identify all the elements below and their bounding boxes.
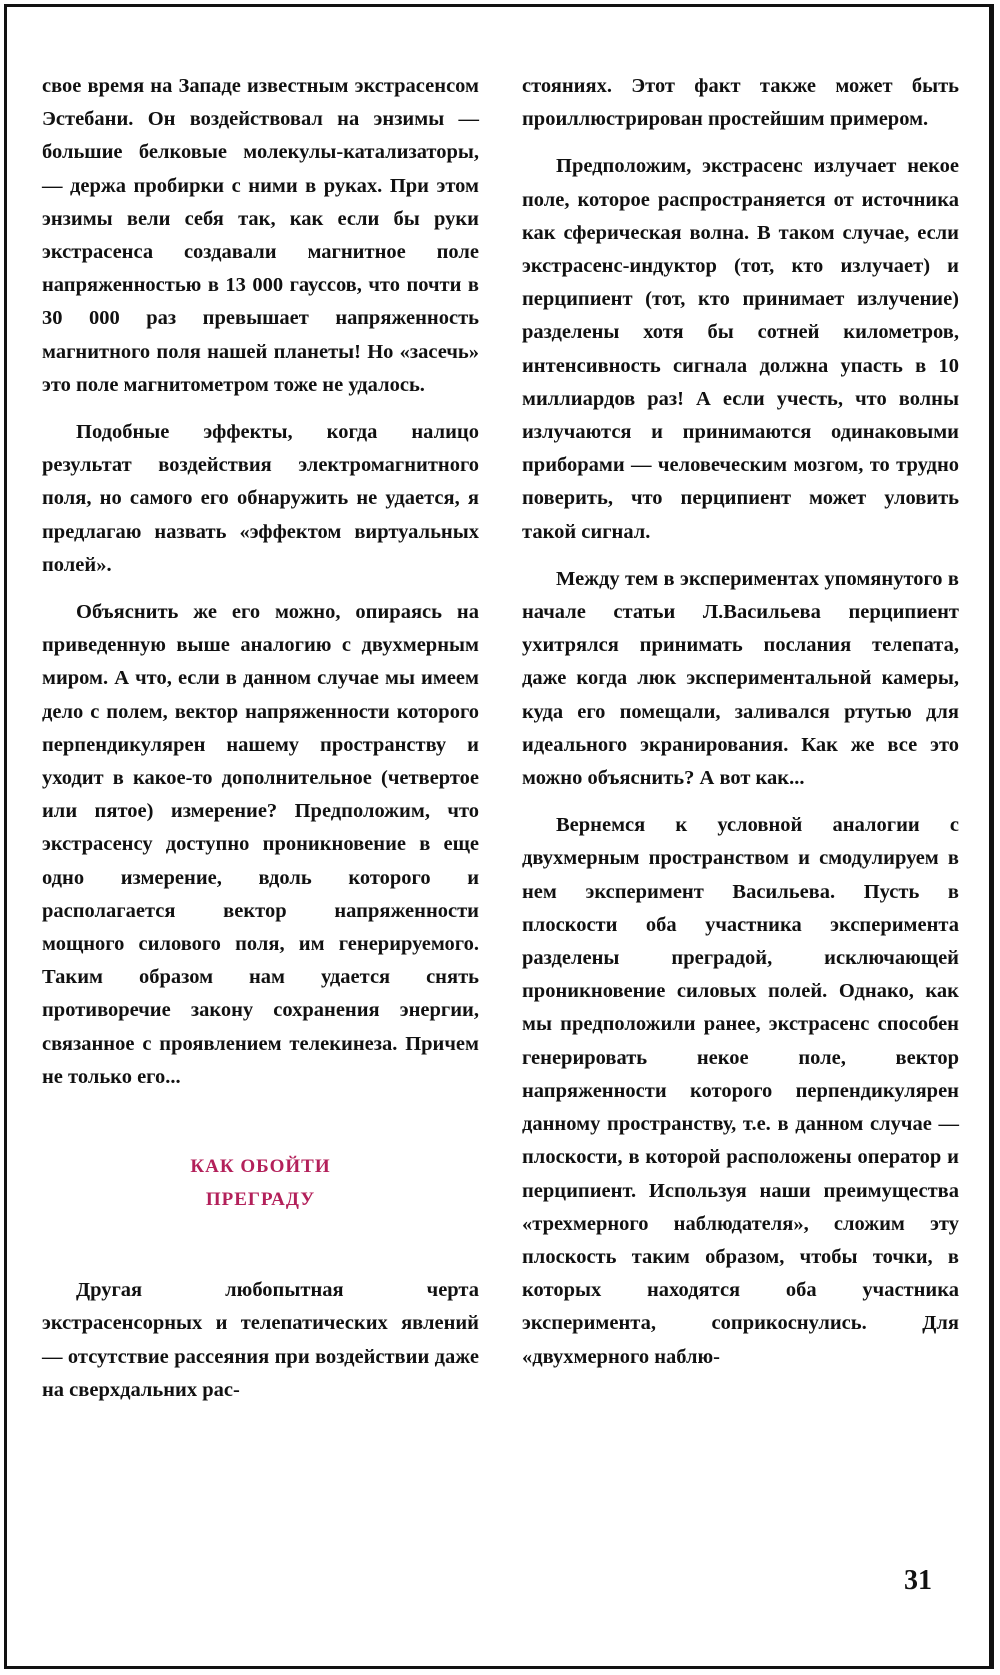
right-column	[522, 70, 959, 1374]
section-heading-line-2: ПРЕГРАДУ	[205, 1189, 316, 1211]
right-paragraph-1: стояниях. Этот факт также может быть проиллюстрирован простейшим примером.	[522, 75, 959, 131]
right-paragraph-2: Предположим, экстрасенс излучает некое поле, которое распространяется от источника как сферическая волна. В таком случае, если экстрасенс-индуктор (тот, кто излучает) и перципиент (тот, кто принимает излучение) разделены хотя бы сотней километров, интенсивность сигнала должна упасть в 10 миллиардов раз! А если учесть, что волны излучаются и принимаются одинаковыми приборами — человеческим мозгом, то трудно поверить, что перципиент может уловить такой сигнал.	[522, 155, 959, 543]
right-paragraph-4: Вернемся к условной аналогии с двухмерным пространством и смодулируем в нем эксперимент Васильева. Пусть в плоскости оба участника эксперимента разделены преградой, исключающей проникновение силовых полей. Однако, как мы предположили ранее, экстрасенс способен генерировать некое поле, вектор напряженности которого перпендикулярен данному пространству, т.е. в данном случае — плоскости, в которой расположены оператор и перципиент. Используя наши преимущества «трехмерного наблюдателя», сложим эту плоскость таким образом, чтобы точки, в которых находятся оба участника эксперимента, соприкоснулись. Для «двухмерного наблю-	[522, 814, 959, 1368]
left-paragraph-1: свое время на Западе известным экстрасенсом Эстебани. Он воздействовал на энзимы — большие белковые молекулы-катализаторы, — держа пробирки с ними в руках. При этом энзимы вели себя так, как если бы руки экстрасенса создавали магнитное поле напряженностью в 13 000 гауссов, что почти в 30 000 раз превышает напряженность магнитного поля нашей планеты! Но «засечь» это поле магнитометром тоже не удалось.	[42, 75, 479, 396]
section-heading	[42, 1150, 479, 1216]
section-heading-line-1: КАК ОБОЙТИ	[190, 1156, 331, 1178]
left-column	[42, 70, 479, 1407]
left-paragraph-2: Подобные эффекты, когда налицо результат воздействия электромагнитного поля, но самого его обнаружить не удается, я предлагаю назвать «эффектом виртуальных полей».	[42, 421, 479, 576]
right-paragraph-3: Между тем в экспериментах упомянутого в начале статьи Л.Васильева перципиент ухитрялся принимать послания телепата, даже когда люк экспериментальной камеры, куда его помещали, заливался ртутью для идеального экранирования. Как же все это можно объяснить? А вот как...	[522, 567, 959, 790]
page-number: 31	[904, 1565, 932, 1596]
left-paragraph-3: Объяснить же его можно, опираясь на приведенную выше аналогию с двухмерным миром. А что, если в данном случае мы имеем дело с полем, вектор напряженности которого перпендикулярен нашему пространству и уходит в какое-то дополнительное (четвертое или пятое) измерение? Предположим, что экстрасенсу доступно проникновение в еще одно измерение, вдоль которого и располагается вектор напряженности мощного силового поля, им генерируемого. Таким образом нам удается снять противоречие закону сохранения энергии, связанное с проявлением телекинеза. Причем не только его...	[42, 601, 479, 1088]
left-paragraph-4: Другая любопытная черта экстрасенсорных и телепатических явлений — отсутствие рассеяния при воздействии даже на сверхдальних рас-	[42, 1279, 479, 1401]
